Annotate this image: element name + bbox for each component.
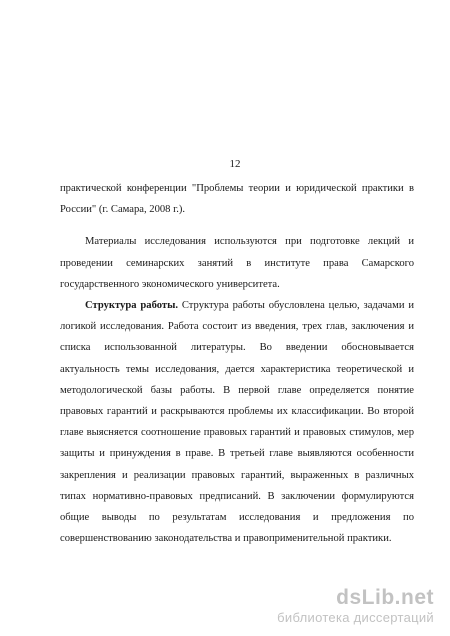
text-line: практической конференции "Проблемы теории и юридической практики в [60, 183, 414, 194]
document-body [60, 178, 414, 549]
text-line: списка использованной литературы. Во введении обосновывается [60, 342, 414, 354]
text-line: главе выясняется соотношение правовых гарантий и правовых стимулов, мер [60, 427, 414, 439]
text-line: актуальность темы исследования, дается характеристика теоретической и [60, 363, 414, 375]
text-line: защиты и принуждения в праве. В третьей главе выявляются особенности [60, 448, 414, 460]
section-heading: Структура работы. [85, 300, 179, 312]
text-line: правовых гарантий и раскрываются проблемы их классификации. Во второй [60, 406, 414, 418]
paragraph-structure [60, 295, 414, 316]
text-line: государственного экономического университета. [60, 278, 280, 290]
page-number: 12 [229, 158, 241, 170]
text-line: проведении семинарских занятий в институте права Самарского [60, 257, 414, 269]
text-line: закрепления и реализации правовых гарантий, выраженных в различных [60, 469, 414, 481]
text-line: совершенствованию законодательства и правоприменительной практики. [60, 533, 392, 545]
text-line: логикой исследования. Работа состоит из введения, трех глав, заключения и [60, 321, 414, 333]
text-line: Структура работы обусловлена целью, задачами и [178, 300, 414, 312]
text-line: России" (г. Самара, 2008 г.). [60, 204, 186, 216]
watermark [277, 586, 434, 626]
watermark-subtitle: библиотека диссертаций [277, 610, 434, 625]
watermark-brand: dsLib.net [336, 586, 434, 609]
text-line: типах нормативно-правовых предписаний. В заключении формулируются [60, 490, 414, 502]
text-line: Материалы исследования используются при подготовке лекций и [85, 236, 414, 248]
text-line: методологической базы работы. В первой главе определяется понятие [60, 384, 414, 396]
text-line: общие выводы по результатам исследования и предложения по [60, 512, 414, 524]
